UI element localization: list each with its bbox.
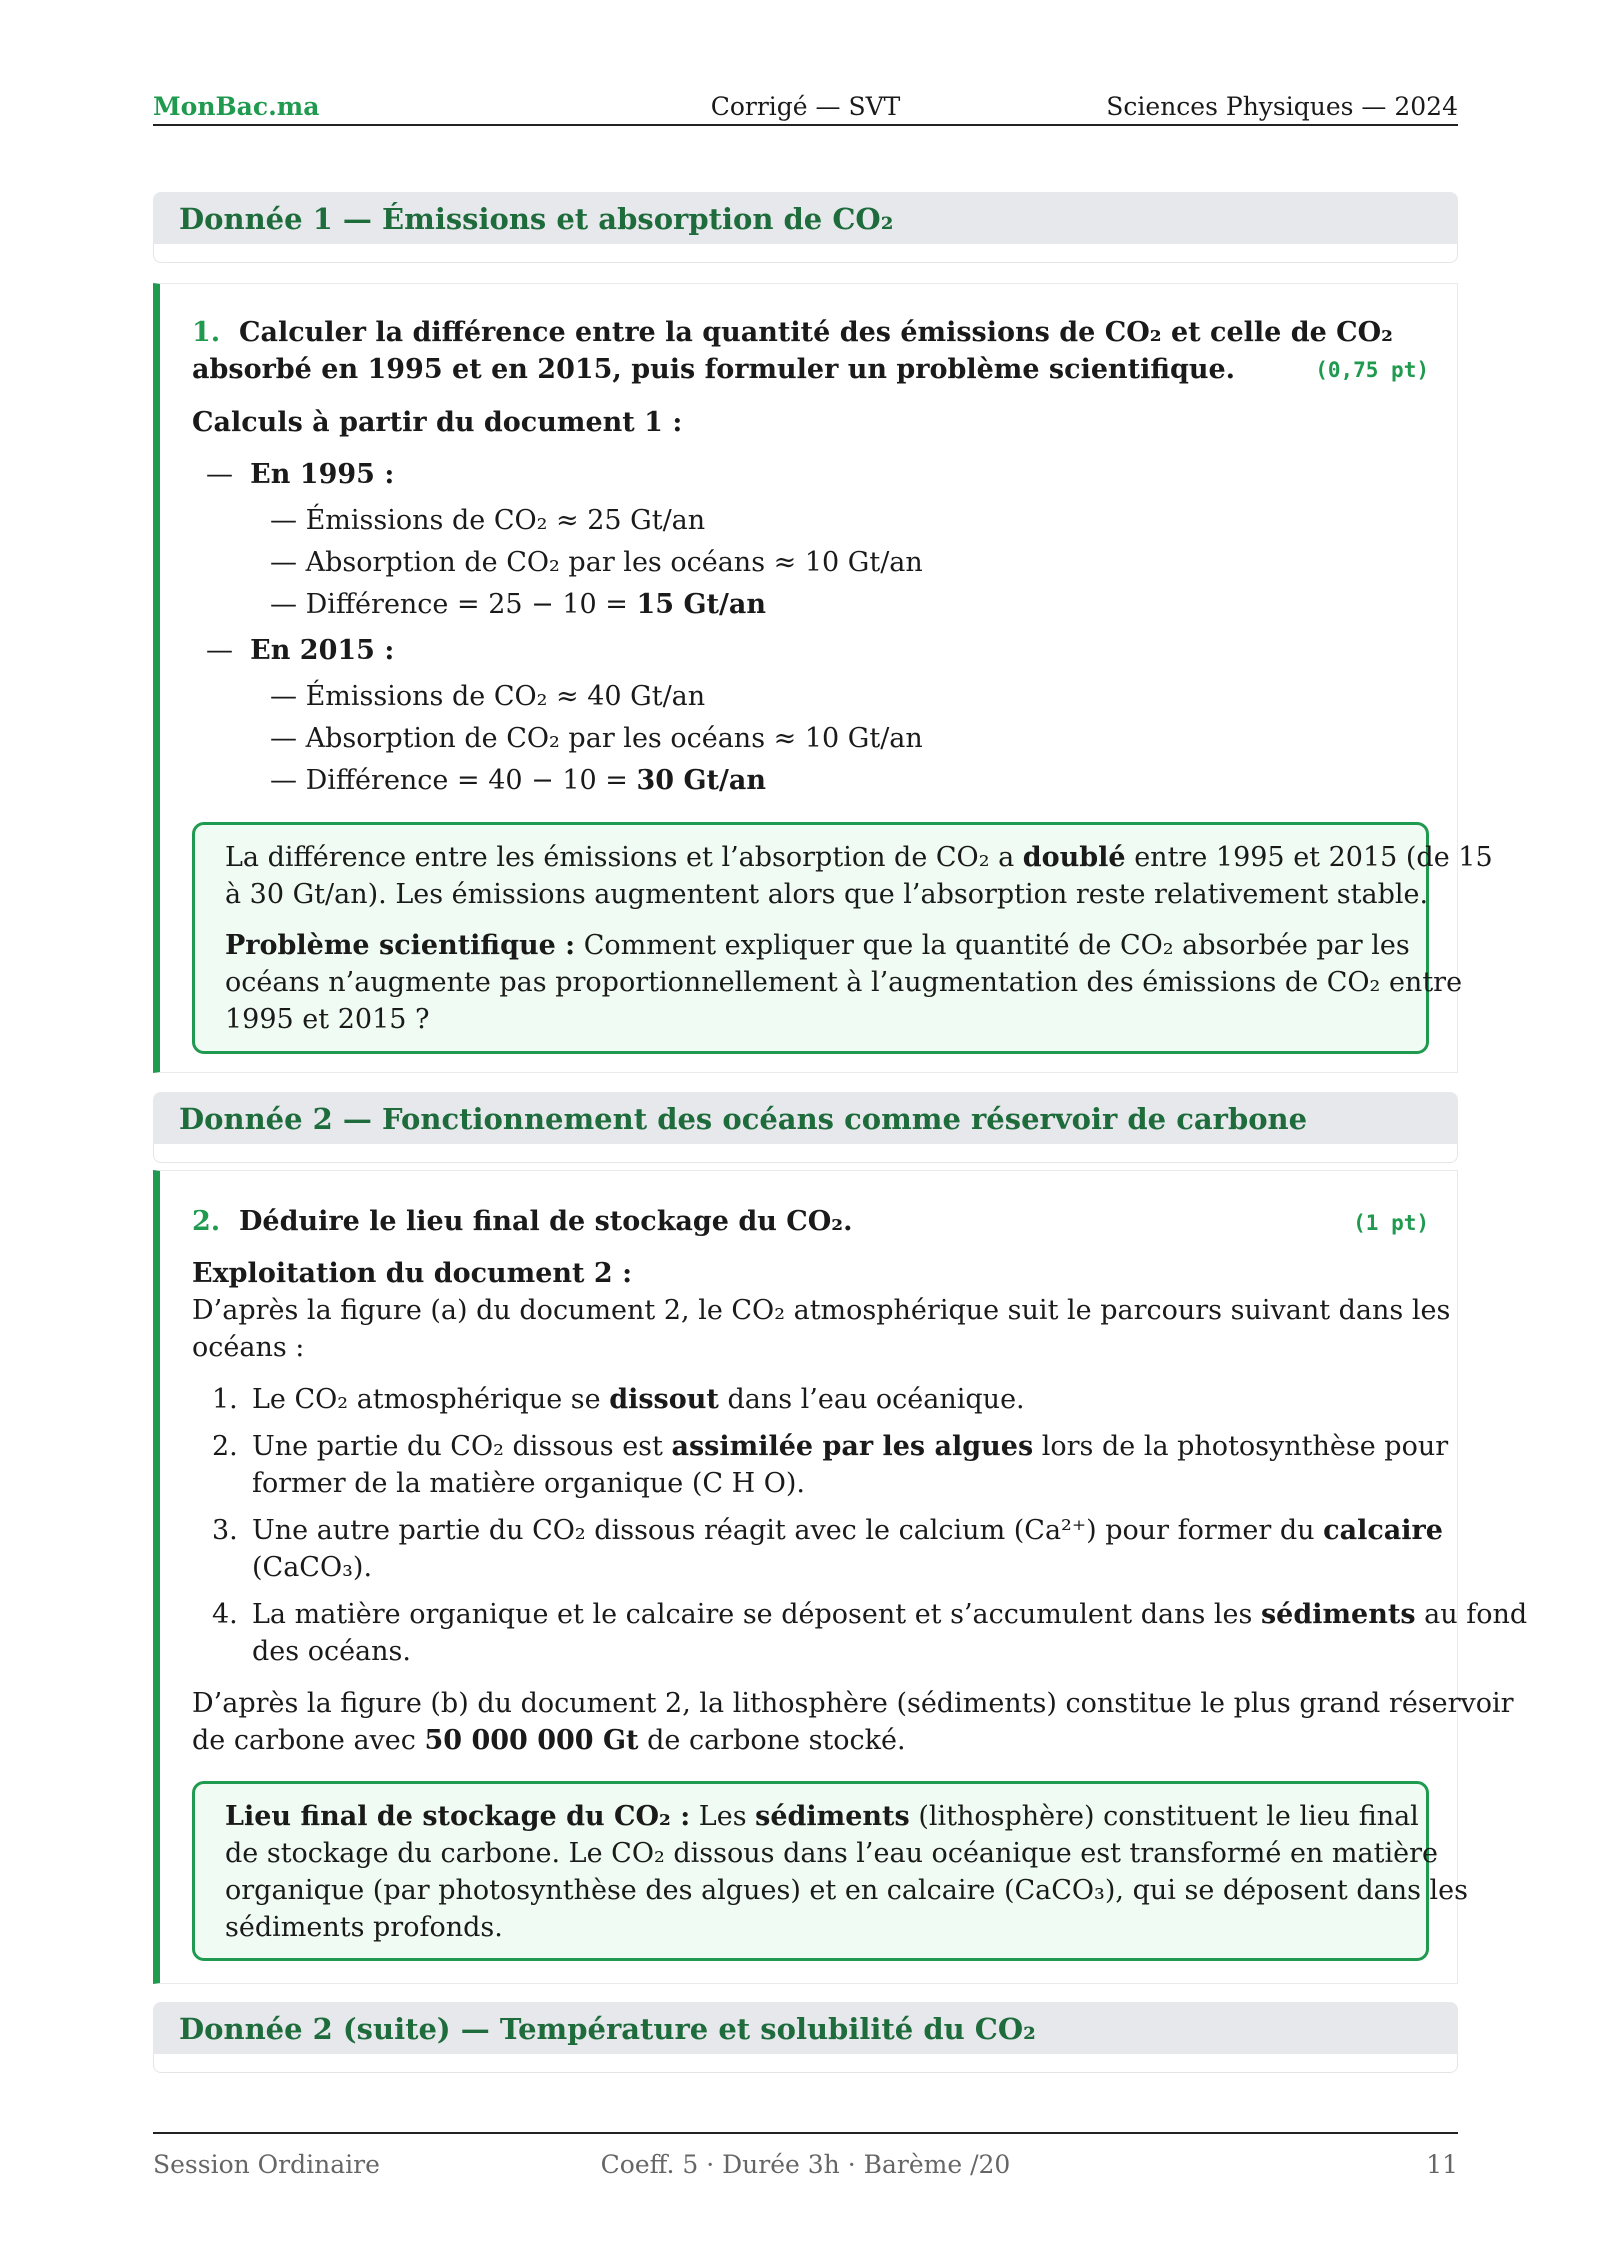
conclusion-box-1: La différence entre les émissions et l’absorption de CO₂ a doublé entre 1995 et 2015 (de 15 à 30 Gt/an). Les émissions augmentent alors que l’absorption reste relativement stable. Problème scientifique : Comment expliquer que la quantité de CO₂ absorbée par les océans n’augmente pas proportionnellement à l’augmentation des émissions de CO₂ entre 1995 et 2015 ?: [192, 822, 1429, 1054]
list-item: — Différence = 25 − 10 = 15 Gt/an: [270, 589, 766, 620]
scientific-problem: Problème scientifique : Comment expliquer que la quantité de CO₂ absorbée par les: [225, 930, 1410, 961]
calc-heading: Calculs à partir du document 1 :: [192, 407, 683, 438]
question-1-points: (0,75 pt): [1315, 358, 1429, 382]
list-item: — Émissions de CO₂ ≈ 40 Gt/an: [270, 681, 706, 712]
page: [153, 0, 1528, 2262]
question-2-box: 2. Déduire le lieu final de stockage du CO₂. (1 pt) Exploitation du document 2 : D’après la figure (a) du document 2, le CO₂ atmosphérique suit le parcours suivant dans les océans : 1. Le CO₂ atmosphérique se dissout dans l’eau océanique. 2. Une partie du CO₂ dissous est assimilée par les algues lors de la photosynthèse pour former de la matière organique (C H O). 3. Une autre partie du CO₂ dissous réagit avec le calcium (Ca²⁺) pour former du calcaire (CaCO₃). 4. La matière organique et le calcaire se déposent et s’accumulent dans les sédiments au fond des océans. D’après la figure (b) du document 2, la lithosphère (sédiments) constitue le plus grand réservoir de carbone avec 50 000 000 Gt de carbone stocké. Lieu final de stockage du CO₂ : Les sédiments (lithosphère) constituent le lieu final de stockage du carbone. Le CO₂ dissous dans l’eau océanique est transformé en matière organique (par photosynthèse des algues) et en calcaire (CaCO₃), qui se déposent dans les sédiments profonds.: [153, 1170, 1458, 1984]
year-2015-label: — En 2015 :: [206, 635, 395, 666]
question-number: 2.: [192, 1206, 221, 1237]
page-number: 11: [1426, 2150, 1458, 2179]
header-subject: Corrigé — SVT: [710, 92, 901, 121]
question-1-title-line2: absorbé en 1995 et en 2015, puis formuler un problème scientifique.: [192, 354, 1236, 385]
header-series: Sciences Physiques — 2024: [1106, 92, 1458, 121]
exploitation-heading: Exploitation du document 2 :: [192, 1258, 633, 1289]
footer-session: Session Ordinaire: [153, 2150, 380, 2179]
question-1-title-line1: 1. Calculer la différence entre la quantité des émissions de CO₂ et celle de CO₂: [192, 317, 1393, 348]
list-item: — Absorption de CO₂ par les océans ≈ 10 Gt/an: [270, 547, 923, 578]
section-donnee-1: [153, 192, 1458, 264]
question-2-points: (1 pt): [1353, 1211, 1429, 1235]
list-item: — Émissions de CO₂ ≈ 25 Gt/an: [270, 505, 706, 536]
section-title: Donnée 1 — Émissions et absorption de CO₂: [179, 202, 894, 236]
question-number: 1.: [192, 317, 221, 348]
page-footer: [153, 2132, 1458, 2179]
brand-logo-text[interactable]: MonBac.ma: [153, 92, 320, 121]
conclusion-box-2: Lieu final de stockage du CO₂ : Les sédiments (lithosphère) constituent le lieu final de stockage du carbone. Le CO₂ dissous dans l’eau océanique est transformé en matière organique (par photosynthèse des algues) et en calcaire (CaCO₃), qui se déposent dans les sédiments profonds.: [192, 1781, 1429, 1961]
question-1-box: [153, 283, 1493, 1073]
year-1995-label: — En 1995 :: [206, 459, 395, 490]
section-title: Donnée 2 (suite) — Température et solubilité du CO₂: [179, 2012, 1036, 2046]
page-header: [153, 88, 1458, 126]
section-donnee-2-suite: [153, 2002, 1458, 2074]
list-item: — Différence = 40 − 10 = 30 Gt/an: [270, 765, 766, 796]
question-2-title: 2. Déduire le lieu final de stockage du CO₂.: [192, 1206, 853, 1237]
section-title: Donnée 2 — Fonctionnement des océans comme réservoir de carbone: [179, 1102, 1308, 1136]
section-donnee-2: [153, 1092, 1458, 1164]
footer-info: Coeff. 5 · Durée 3h · Barème /20: [600, 2150, 1011, 2179]
list-item: — Absorption de CO₂ par les océans ≈ 10 Gt/an: [270, 723, 923, 754]
